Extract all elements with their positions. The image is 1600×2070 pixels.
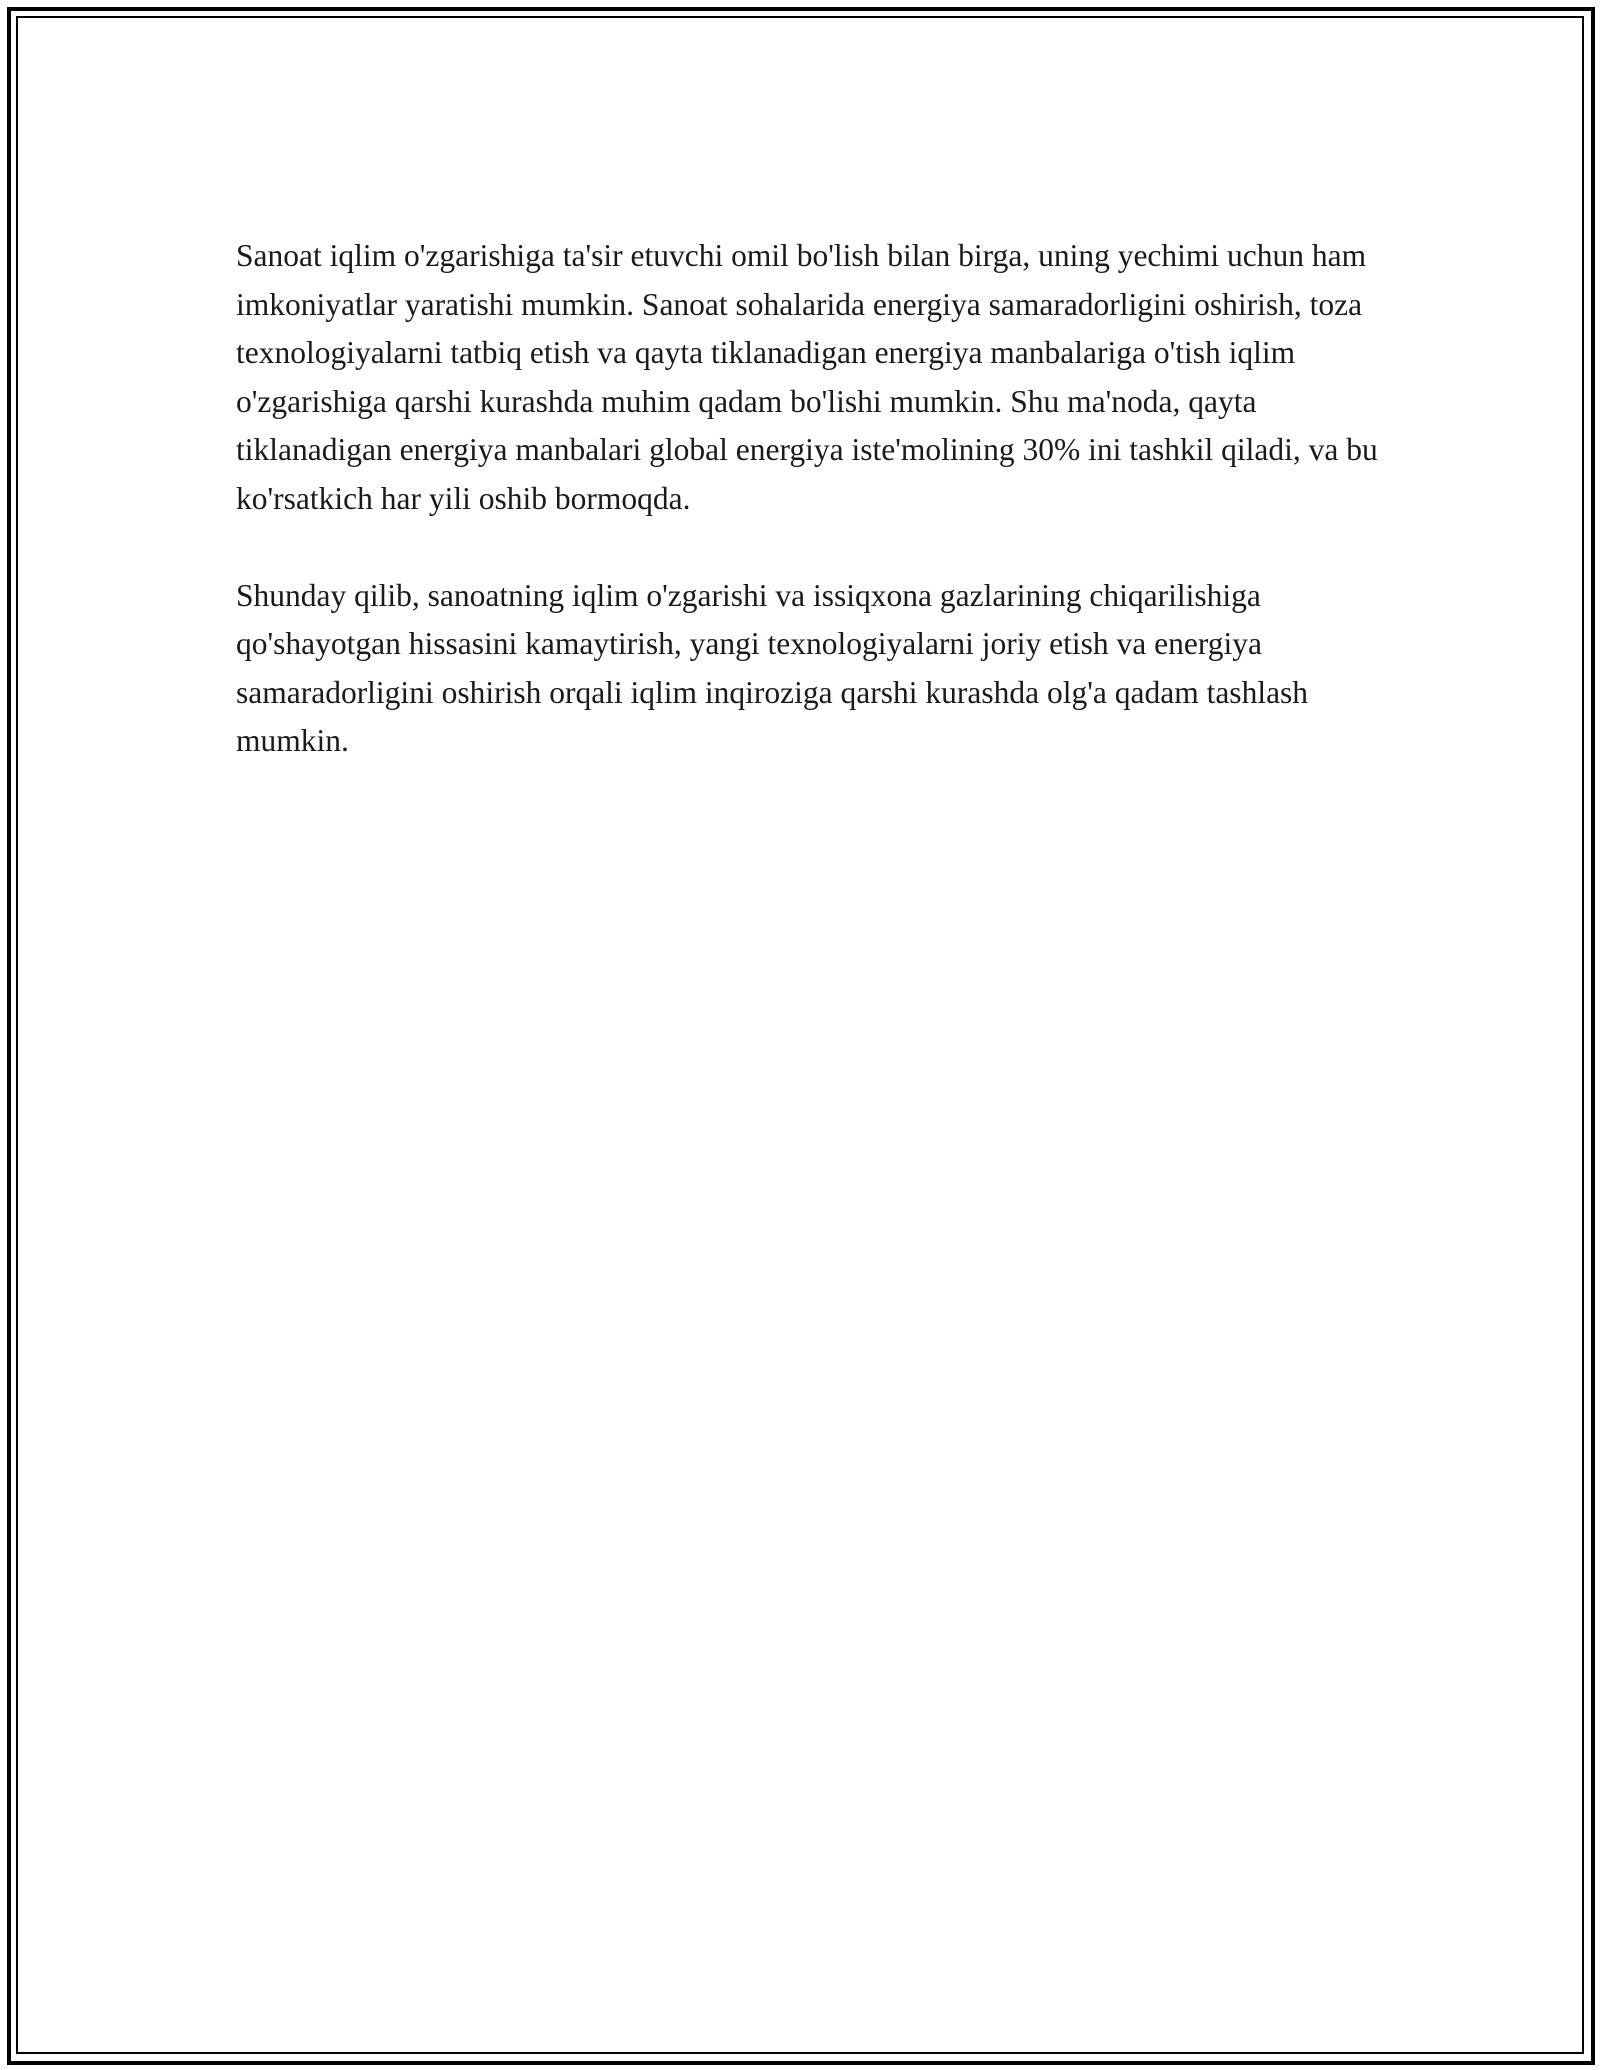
paragraph-2: Shunday qilib, sanoatning iqlim o'zgarishi va issiqxona gazlarining chiqarilishiga qo'shayotgan hissasini kamaytirish, yangi texnologiyalarni joriy etish va energiya samaradorligini oshirish orqali iqlim inqiroziga qarshi kurashda olg'a qadam tashlash mumkin. [236, 577, 1309, 758]
document-body [236, 232, 1396, 814]
paragraph-1: Sanoat iqlim o'zgarishiga ta'sir etuvchi omil bo'lish bilan birga, uning yechimi uchun ham imkoniyatlar yaratishi mumkin. Sanoat sohalarida energiya samaradorligini oshirish, toza texnologiyalarni tatbiq etish va qayta tiklanadigan energiya manbalariga o'tish iqlim o'zgarishiga qarshi kurashda muhim qadam bo'lishi mumkin. Shu ma'noda, qayta tiklanadigan energiya manbalari global energiya iste'molining 30% ini tashkil qiladi, va bu ko'rsatkich har yili oshib bormoqda. [236, 238, 1378, 516]
